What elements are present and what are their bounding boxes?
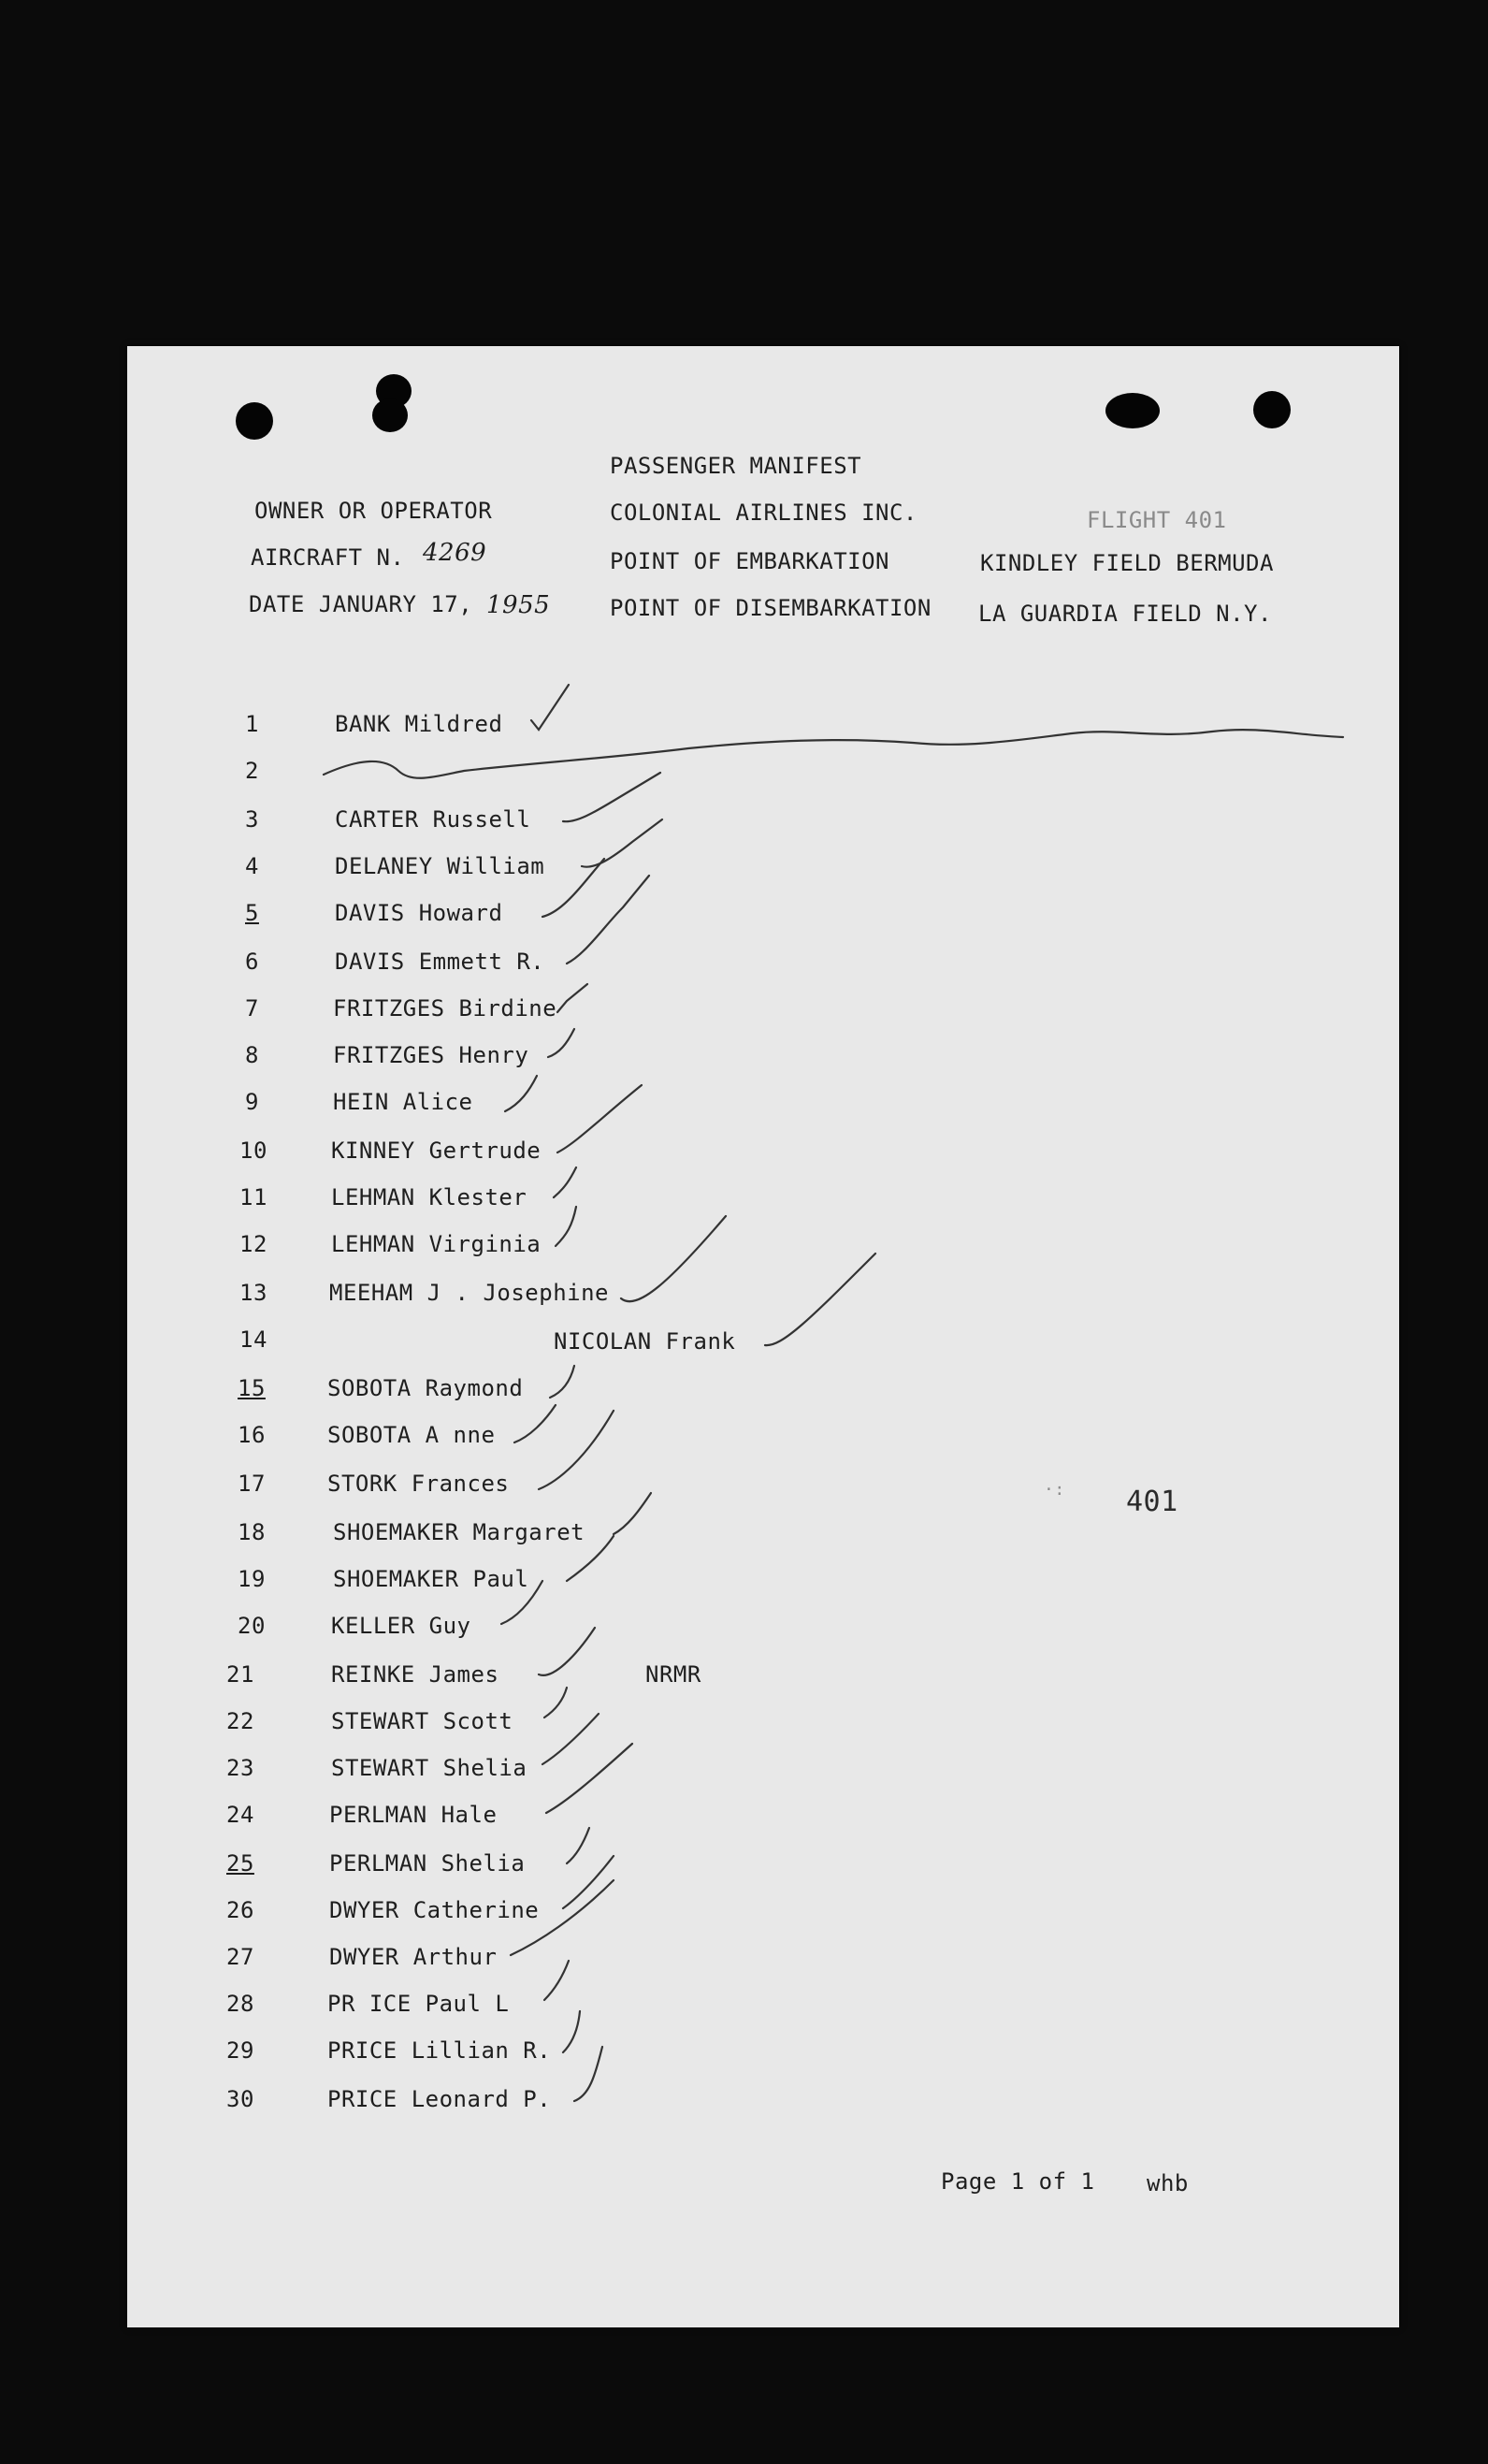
check-mark	[556, 1207, 576, 1246]
check-mark	[614, 1493, 651, 1534]
row-number: 8	[245, 1042, 259, 1068]
passenger-name: STEWART Shelia	[331, 1755, 527, 1781]
date-label: DATE JANUARY 17,	[249, 591, 473, 617]
row-number: 10	[239, 1138, 267, 1164]
operator-name: COLONIAL AIRLINES INC.	[610, 500, 917, 526]
passenger-name: DWYER Catherine	[329, 1897, 540, 1923]
passenger-name: STEWART Scott	[331, 1708, 513, 1734]
passenger-name: BANK Mildred	[335, 711, 503, 737]
embarkation-label: POINT OF EMBARKATION	[610, 548, 889, 574]
handwritten-marks	[127, 346, 1399, 2327]
check-mark	[546, 1744, 632, 1813]
row-number: 25	[226, 1850, 254, 1877]
passenger-name: LEHMAN Klester	[331, 1184, 527, 1210]
punch-hole-4	[1105, 393, 1160, 428]
flight-stamp: 401	[1126, 1486, 1178, 1518]
row-number: 2	[245, 758, 259, 784]
passenger-name: DAVIS Howard	[335, 900, 503, 926]
check-mark	[539, 1628, 595, 1675]
flight-number: FLIGHT 401	[1087, 507, 1227, 533]
passenger-name: SHOEMAKER Paul	[333, 1566, 529, 1592]
check-mark	[531, 685, 569, 730]
row-number: 5	[245, 900, 259, 926]
passenger-name: CARTER Russell	[335, 806, 531, 833]
passenger-name: MEEHAM J . Josephine	[329, 1280, 609, 1306]
check-mark	[548, 1029, 574, 1057]
passenger-name: HEIN Alice	[333, 1089, 473, 1115]
passenger-name: DAVIS Emmett R.	[335, 949, 545, 975]
passenger-name: PERLMAN Shelia	[329, 1850, 526, 1877]
check-mark	[765, 1254, 875, 1345]
punch-hole-1	[236, 402, 273, 440]
punch-hole-3	[372, 399, 408, 432]
check-mark	[539, 1411, 614, 1489]
embarkation-point: KINDLEY FIELD BERMUDA	[980, 550, 1274, 576]
check-mark	[542, 1714, 599, 1764]
passenger-name: PRICE Lillian R.	[327, 2037, 552, 2064]
row-number: 1	[245, 711, 259, 737]
check-mark	[567, 1828, 589, 1863]
row-number: 19	[238, 1566, 266, 1592]
passenger-name: PERLMAN Hale	[329, 1802, 498, 1828]
passenger-name: DWYER Arthur	[329, 1944, 498, 1970]
passenger-name: FRITZGES Henry	[333, 1042, 529, 1068]
check-mark	[567, 876, 649, 964]
row-number: 17	[238, 1471, 266, 1497]
check-mark	[542, 859, 604, 917]
check-mark	[514, 1405, 556, 1442]
check-mark	[574, 2047, 602, 2101]
aircraft-number: 4269	[423, 539, 487, 567]
check-mark	[563, 1856, 614, 1908]
check-mark	[505, 1076, 537, 1111]
passenger-name: SOBOTA A nne	[327, 1422, 496, 1448]
row-number: 24	[226, 1802, 254, 1828]
check-mark	[557, 984, 587, 1012]
passenger-name: DELANEY William	[335, 853, 545, 879]
owner-label: OWNER OR OPERATOR	[254, 498, 493, 524]
passenger-name: REINKE James	[331, 1661, 499, 1688]
row-21-note: NRMR	[645, 1661, 701, 1688]
passenger-name: PRICE Leonard P.	[327, 2086, 552, 2112]
row-number: 29	[226, 2037, 254, 2064]
row-number: 28	[226, 1991, 254, 2017]
row-number: 15	[238, 1375, 266, 1401]
passenger-name: LEHMAN Virginia	[331, 1231, 542, 1257]
check-mark	[621, 1216, 726, 1301]
check-mark	[554, 1167, 576, 1197]
row-number: 12	[239, 1231, 267, 1257]
check-mark	[563, 773, 660, 821]
passenger-name: SOBOTA Raymond	[327, 1375, 524, 1401]
clerk-initials: whb	[1147, 2170, 1189, 2196]
check-mark	[544, 1688, 567, 1718]
passenger-name: STORK Frances	[327, 1471, 510, 1497]
passenger-name: PR ICE Paul L	[327, 1991, 510, 2017]
row-number: 22	[226, 1708, 254, 1734]
row-number: 4	[245, 853, 259, 879]
passenger-name: NICOLAN Frank	[554, 1328, 736, 1355]
passenger-name: SHOEMAKER Margaret	[333, 1519, 585, 1545]
row-number: 7	[245, 995, 259, 1022]
manifest-page	[127, 346, 1399, 2327]
row-number: 27	[226, 1944, 254, 1970]
passenger-name: KELLER Guy	[331, 1613, 471, 1639]
row-number: 26	[226, 1897, 254, 1923]
row-number: 30	[226, 2086, 254, 2112]
check-mark	[582, 819, 662, 867]
row-number: 11	[239, 1184, 267, 1210]
row-number: 3	[245, 806, 259, 833]
row-number: 13	[239, 1280, 267, 1306]
check-mark	[544, 1961, 569, 2000]
check-mark	[550, 1366, 574, 1398]
disembarkation-point: LA GUARDIA FIELD N.Y.	[978, 601, 1272, 627]
check-mark	[563, 2011, 580, 2052]
row-number: 21	[226, 1661, 254, 1688]
passenger-name: KINNEY Gertrude	[331, 1138, 542, 1164]
date-year: 1955	[486, 591, 551, 619]
aircraft-label: AIRCRAFT N.	[251, 544, 405, 571]
row-number: 23	[226, 1755, 254, 1781]
manifest-title: PASSENGER MANIFEST	[610, 453, 862, 479]
disembarkation-label: POINT OF DISEMBARKATION	[610, 595, 932, 621]
row-number: 20	[238, 1613, 266, 1639]
row-number: 18	[238, 1519, 266, 1545]
check-mark	[557, 1085, 642, 1152]
page-number: Page 1 of 1	[941, 2168, 1095, 2195]
punch-hole-5	[1253, 391, 1291, 428]
row-number: 6	[245, 949, 259, 975]
stamp-smudge: ·:	[1044, 1480, 1065, 1500]
passenger-name: FRITZGES Birdine	[333, 995, 557, 1022]
row-number: 9	[245, 1089, 259, 1115]
row-number: 14	[239, 1326, 267, 1353]
row-number: 16	[238, 1422, 266, 1448]
